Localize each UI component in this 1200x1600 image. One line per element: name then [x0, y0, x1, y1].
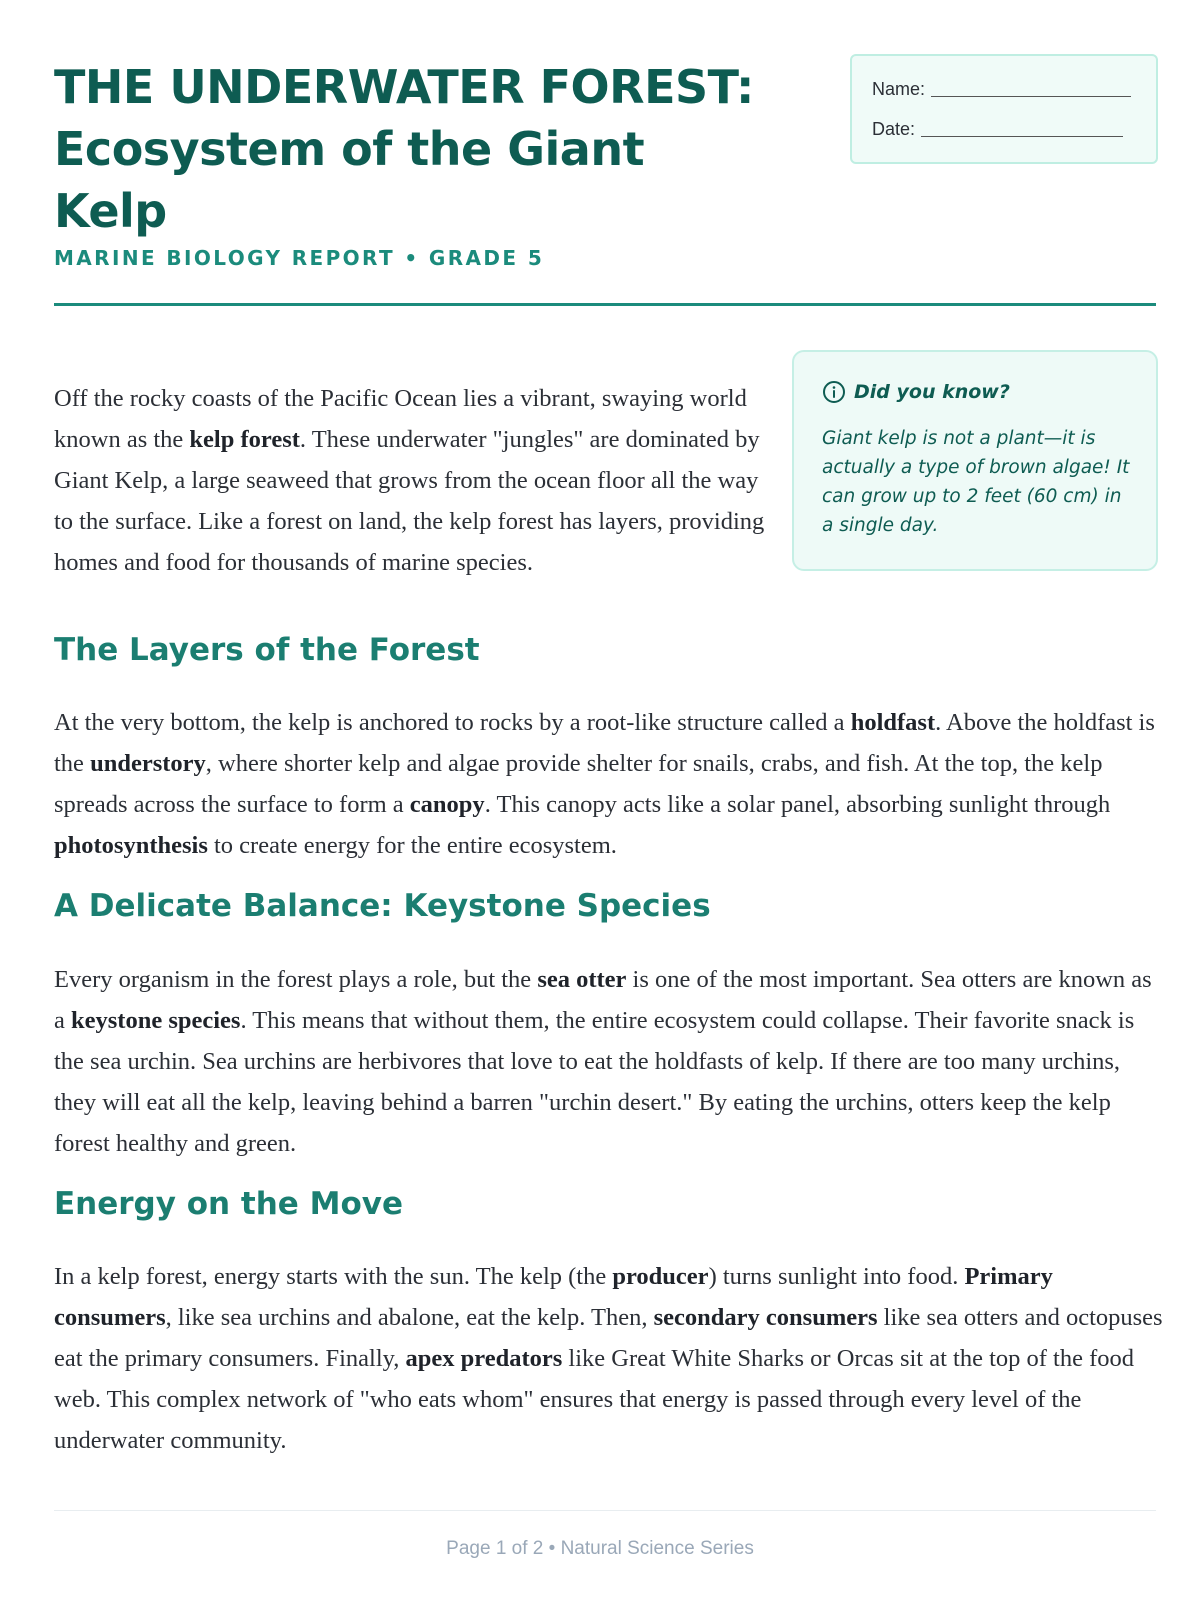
- name-blank-line[interactable]: [931, 96, 1131, 97]
- page-subtitle: MARINE BIOLOGY REPORT • GRADE 5: [54, 246, 545, 270]
- title-line-3: Kelp: [54, 184, 167, 238]
- name-label: Name:: [872, 79, 926, 99]
- info-icon: [822, 380, 846, 404]
- title-line-1: THE UNDERWATER FOREST:: [54, 60, 754, 114]
- name-field[interactable]: [872, 72, 1136, 112]
- callout-title: Did you know?: [854, 381, 1010, 403]
- paragraph-keystone: Every organism in the forest plays a role, but the sea otter is one of the most important. Sea otters are known as a keystone species. This means that without them, the entire ecosystem could collapse. Their favorite snack is the sea urchin. Sea urchins are herbivores that love to eat the holdfasts of kelp. If there are too many urchins, they will eat all the kelp, leaving behind a barren "urchin desert." By eating the urchins, otters keep the kelp forest healthy and green.: [54, 966, 1152, 1157]
- date-blank-line[interactable]: [921, 136, 1123, 137]
- heading-keystone: A Delicate Balance: Keystone Species: [54, 888, 711, 924]
- page-footer: Page 1 of 2 • Natural Science Series: [446, 1538, 754, 1559]
- term-holdfast: holdfast: [850, 709, 936, 736]
- callout-header: [822, 380, 1130, 404]
- heading-energy: Energy on the Move: [54, 1186, 403, 1222]
- paragraph-energy: In a kelp forest, energy starts with the sun. The kelp (the producer) turns sunlight into food. Primary consumers, like sea urchins and abalone, eat the kelp. Then, secondary consumers like sea otters and octopuses eat the primary consumers. Finally, apex predators like Great White Sharks or Orcas sit at the top of the food web. This complex network of "who eats whom" ensures that energy is passed through every level of the underwater community.: [54, 1263, 1163, 1454]
- term-photosynthesis: photosynthesis: [54, 832, 208, 859]
- term-understory: understory: [90, 750, 206, 777]
- did-you-know-callout: [792, 350, 1158, 571]
- title-line-2: Ecosystem of the Giant: [54, 122, 645, 176]
- term-canopy: canopy: [409, 791, 485, 818]
- page-title: [54, 56, 814, 242]
- term-kelp-forest: kelp forest: [189, 426, 300, 453]
- term-keystone-species: keystone species: [71, 1007, 241, 1034]
- callout-text: Giant kelp is not a plant—it is actually a type of brown algae! It can grow up to 2 feet (60 cm) in a single day.: [822, 428, 1130, 536]
- term-sea-otter: sea otter: [537, 966, 627, 993]
- paragraph-layers: At the very bottom, the kelp is anchored to rocks by a root-like structure called a holdfast. Above the holdfast is the understory, where shorter kelp and algae provide shelter for snails, crabs, and fish. At the top, the kelp spreads across the surface to form a canopy. This canopy acts like a solar panel, absorbing sunlight through photosynthesis to create energy for the entire ecosystem.: [54, 709, 1155, 859]
- footer-divider: [54, 1510, 1156, 1511]
- student-info-box: [850, 54, 1158, 164]
- intro-paragraph: Off the rocky coasts of the Pacific Ocean lies a vibrant, swaying world known as the kelp forest. These underwater "jungles" are dominated by Giant Kelp, a large seaweed that grows from the ocean floor all the way to the surface. Like a forest on land, the kelp forest has layers, providing homes and food for thousands of marine species.: [54, 385, 765, 576]
- term-producer: producer: [612, 1263, 709, 1290]
- date-field[interactable]: [872, 112, 1136, 152]
- date-label: Date:: [872, 119, 916, 139]
- header-divider: [54, 303, 1156, 306]
- term-primary-consumers: Primary consumers: [54, 1263, 1053, 1331]
- heading-layers: The Layers of the Forest: [54, 632, 480, 668]
- term-secondary-consumers: secondary consumers: [653, 1304, 878, 1331]
- term-apex-predators: apex predators: [405, 1345, 563, 1372]
